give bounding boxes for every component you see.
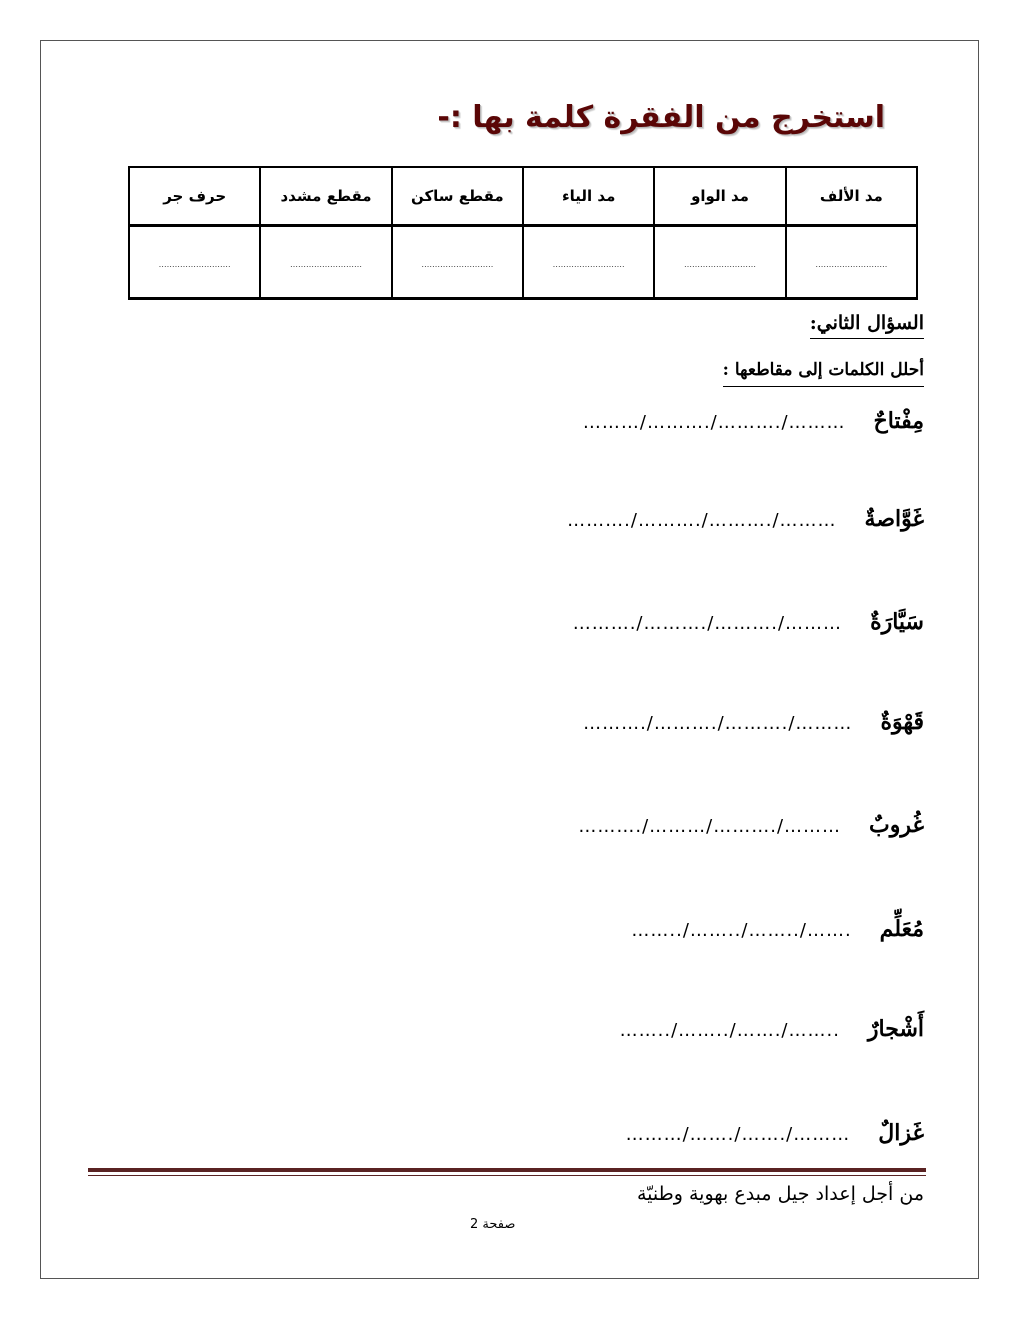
table-answer-row bbox=[129, 226, 917, 299]
column-header: حرف جر bbox=[129, 167, 260, 226]
word: غُروبٌ bbox=[869, 812, 924, 838]
answer-placeholder: ……………………… bbox=[290, 260, 363, 269]
extraction-table bbox=[128, 166, 918, 300]
syllable-blanks[interactable]: ………/……./……./……… bbox=[625, 1124, 851, 1145]
word: أَشْجارٌ bbox=[867, 1016, 924, 1042]
table-header-row bbox=[129, 167, 917, 226]
word-row bbox=[631, 916, 924, 942]
answer-placeholder: ……………………… bbox=[421, 260, 494, 269]
answer-placeholder: ……………………… bbox=[158, 260, 231, 269]
word: قَهْوَةٌ bbox=[880, 709, 924, 735]
column-header: مقطع ساكن bbox=[392, 167, 523, 226]
answer-cell[interactable] bbox=[523, 226, 654, 299]
word: غَوَّاصةٌ bbox=[864, 506, 924, 532]
answer-cell[interactable] bbox=[260, 226, 391, 299]
page-heading: استخرج من الفقرة كلمة بها :- bbox=[437, 100, 885, 135]
word: مُعَلِّم bbox=[879, 916, 924, 942]
word-row bbox=[578, 812, 924, 838]
word: سَيَّارَةٌ bbox=[870, 609, 924, 635]
answer-placeholder: ……………………… bbox=[552, 260, 625, 269]
word: غَزالٌ bbox=[878, 1120, 924, 1146]
footer-divider-thin bbox=[88, 1175, 926, 1176]
syllable-blanks[interactable]: ……../……../……./…….. bbox=[619, 1020, 840, 1041]
question-instruction: أحلل الكلمات إلى مقاطعها : bbox=[723, 360, 924, 387]
word-row bbox=[573, 609, 924, 635]
column-header: مد الواو bbox=[654, 167, 785, 226]
answer-cell[interactable] bbox=[392, 226, 523, 299]
answer-cell[interactable] bbox=[786, 226, 917, 299]
word-row bbox=[583, 408, 924, 434]
column-header: مد الألف bbox=[786, 167, 917, 226]
word-row bbox=[567, 506, 924, 532]
syllable-blanks[interactable]: ………./………./………./……… bbox=[583, 713, 853, 734]
word-row bbox=[620, 1016, 924, 1042]
answer-cell[interactable] bbox=[654, 226, 785, 299]
question-title: السؤال الثاني: bbox=[810, 312, 924, 339]
word-row bbox=[583, 709, 924, 735]
word: مِفْتاحٌ bbox=[873, 408, 924, 434]
page-number: صفحة 2 bbox=[470, 1217, 516, 1232]
answer-placeholder: ……………………… bbox=[684, 260, 756, 269]
syllable-blanks[interactable]: ………./………/………./……… bbox=[578, 816, 842, 837]
answer-cell[interactable] bbox=[129, 226, 260, 299]
syllable-blanks[interactable]: ………./………./………./……… bbox=[572, 613, 843, 634]
syllable-blanks[interactable]: ………/………./………./……… bbox=[582, 412, 846, 433]
syllable-blanks[interactable]: ……../……../……../……. bbox=[631, 920, 852, 941]
syllable-blanks[interactable]: ………./………./………./……… bbox=[567, 510, 837, 531]
footer-slogan: من أجل إعداد جيل مبدع بهوية وطنيّة bbox=[637, 1183, 924, 1205]
footer-divider bbox=[88, 1168, 926, 1172]
column-header: مقطع مشدد bbox=[260, 167, 391, 226]
answer-placeholder: ……………………… bbox=[815, 260, 888, 269]
column-header: مد الياء bbox=[523, 167, 654, 226]
word-row bbox=[626, 1120, 924, 1146]
